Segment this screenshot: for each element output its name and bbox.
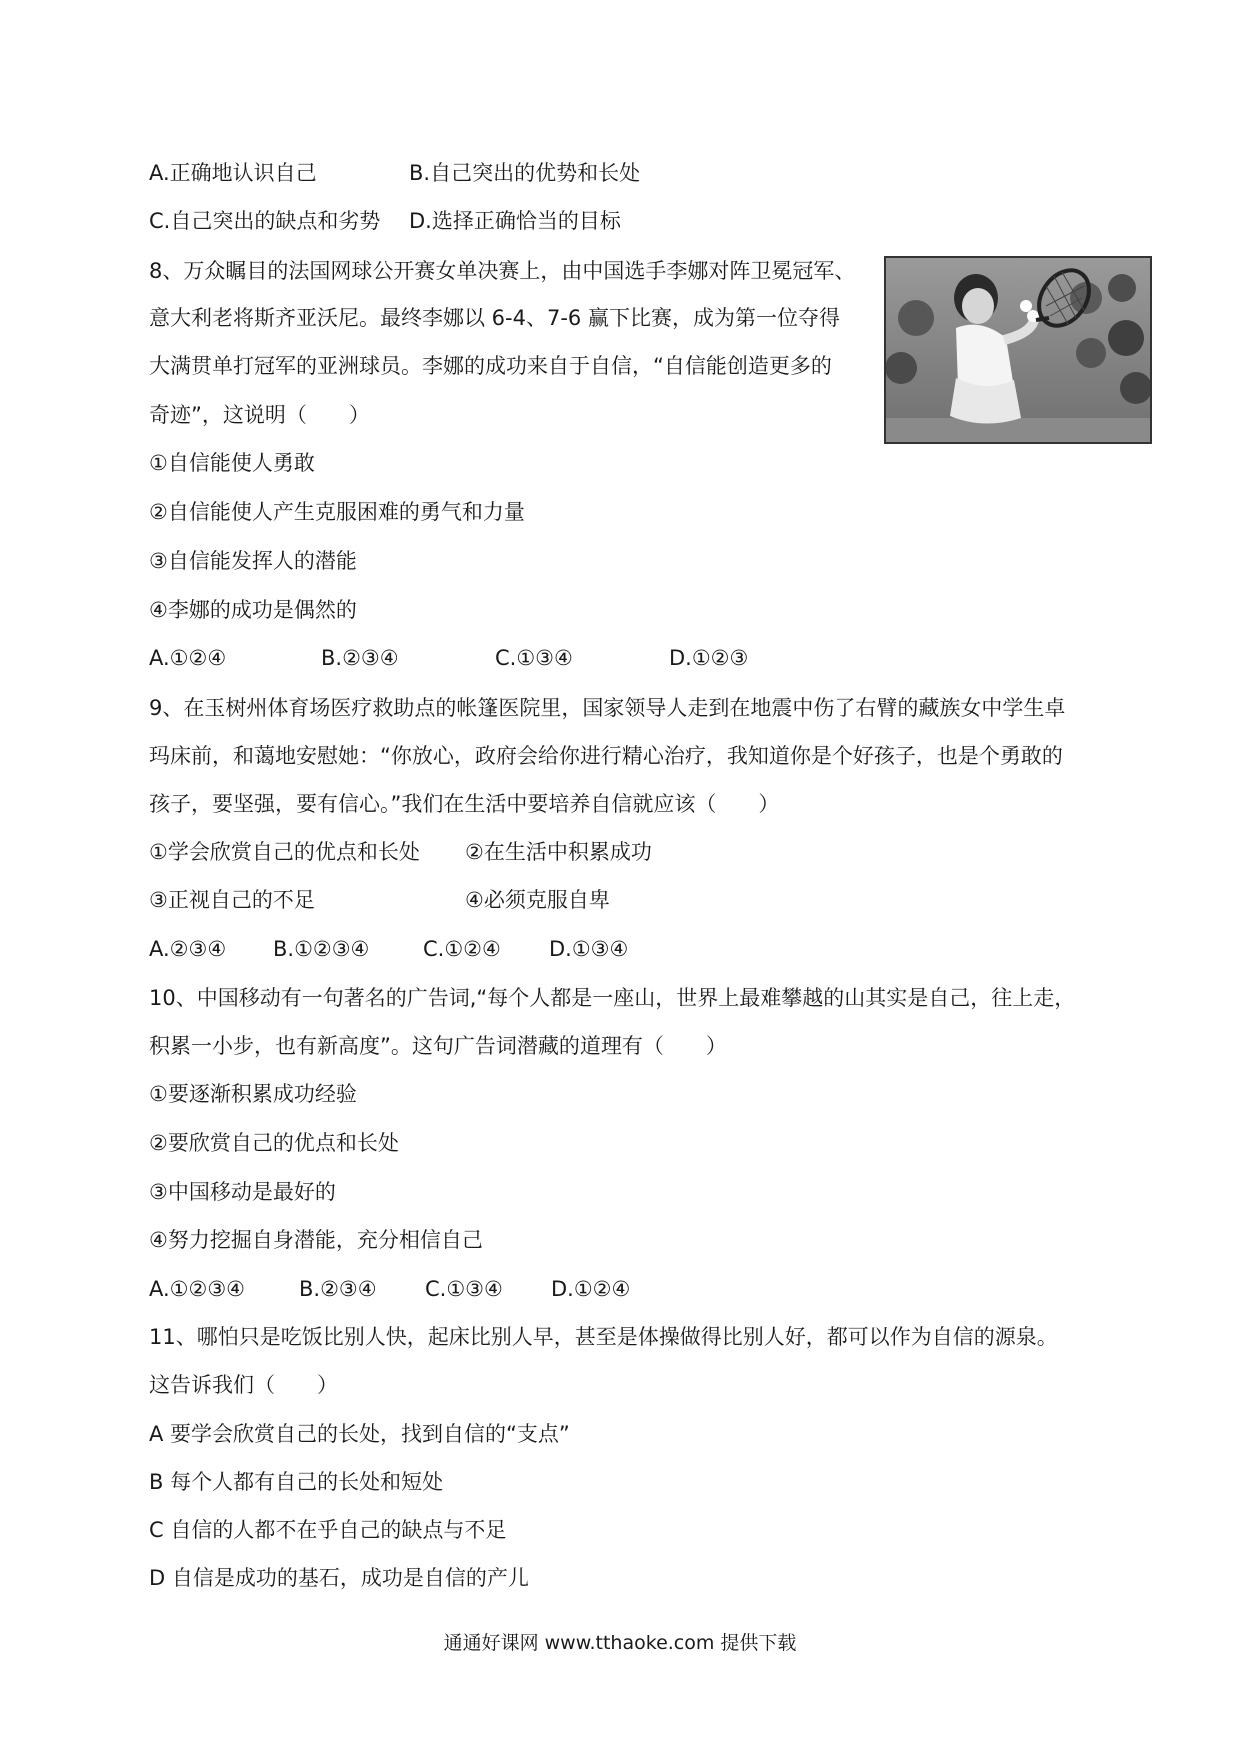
q8-option-d: D.①②③ bbox=[669, 646, 749, 670]
q10-option-c: C.①③④ bbox=[425, 1277, 503, 1301]
q9-item-4: ④必须克服自卑 bbox=[465, 888, 610, 912]
q9-option-c: C.①②④ bbox=[423, 937, 501, 961]
q10-item: ①要逐渐积累成功经验 bbox=[149, 1082, 357, 1106]
q8-options bbox=[149, 643, 748, 673]
q9-option-a: A.②③④ bbox=[149, 937, 227, 961]
q8-item: ③自信能发挥人的潜能 bbox=[149, 549, 357, 573]
q9-option-d: D.①③④ bbox=[549, 937, 629, 961]
q8-item: ②自信能使人产生克服困难的勇气和力量 bbox=[149, 500, 525, 524]
q10-item: ③中国移动是最好的 bbox=[149, 1180, 336, 1204]
q8-stem-line: 意大利老将斯齐亚沃尼。最终李娜以 6-4、7-6 赢下比赛，成为第一位夺得 bbox=[149, 306, 840, 330]
q11-stem-line: 这告诉我们（ ） bbox=[149, 1373, 338, 1397]
q10-option-b: B.②③④ bbox=[299, 1277, 377, 1301]
q9-stem-line: 孩子，要坚强，要有信心。”我们在生活中要培养自信就应该（ ） bbox=[149, 792, 780, 816]
q9-item-1: ①学会欣赏自己的优点和长处 bbox=[149, 840, 420, 864]
q11-option-d: D 自信是成功的基石，成功是自信的产儿 bbox=[149, 1566, 529, 1590]
tennis-player-photo bbox=[884, 256, 1152, 444]
q10-stem-line: 积累一小步，也有新高度”。这句广告词潜藏的道理有（ ） bbox=[149, 1034, 727, 1058]
q10-item: ④努力挖掘自身潜能，充分相信自己 bbox=[149, 1228, 483, 1252]
q9-stem-line: 9、在玉树州体育场医疗救助点的帐篷医院里，国家领导人走到在地震中伤了右臂的藏族女中学生卓 bbox=[149, 696, 1066, 720]
tennis-player-illustration bbox=[886, 258, 1150, 442]
q11-option-b: B 每个人都有自己的长处和短处 bbox=[149, 1470, 444, 1494]
q8-option-b: B.②③④ bbox=[321, 646, 399, 670]
q9-stem-line: 玛床前，和蔼地安慰她：“你放心，政府会给你进行精心治疗，我知道你是个好孩子，也是个勇敢的 bbox=[149, 744, 1063, 768]
q8-item: ④李娜的成功是偶然的 bbox=[149, 598, 357, 622]
q8-option-a: A.①②④ bbox=[149, 646, 227, 670]
q7-option-b: B.自己突出的优势和长处 bbox=[409, 161, 641, 185]
q8-stem-line: 大满贯单打冠军的亚洲球员。李娜的成功来自于自信，“自信能创造更多的 bbox=[149, 354, 832, 378]
q7-option-c: C.自己突出的缺点和劣势 bbox=[149, 209, 381, 233]
q10-options bbox=[149, 1274, 630, 1304]
q8-stem-line: 8、万众瞩目的法国网球公开赛女单决赛上，由中国选手李娜对阵卫冕冠军、 bbox=[149, 259, 856, 283]
q11-stem-line: 11、哪怕只是吃饭比别人快，起床比别人早，甚至是体操做得比别人好，都可以作为自信的源泉。 bbox=[149, 1325, 1058, 1349]
q7-option-a: A.正确地认识自己 bbox=[149, 161, 317, 185]
q9-items-row1 bbox=[149, 837, 652, 867]
q7-options-row1 bbox=[149, 158, 640, 188]
q10-item: ②要欣赏自己的优点和长处 bbox=[149, 1131, 399, 1155]
q8-item: ①自信能使人勇敢 bbox=[149, 451, 315, 475]
q9-items-row2 bbox=[149, 885, 610, 915]
q10-stem-line: 10、中国移动有一句著名的广告词,“每个人都是一座山，世界上最难攀越的山其实是自己，往上走， bbox=[149, 986, 1076, 1010]
q10-option-a: A.①②③④ bbox=[149, 1277, 245, 1301]
q10-option-d: D.①②④ bbox=[551, 1277, 631, 1301]
q7-option-d: D.选择正确恰当的目标 bbox=[409, 209, 621, 233]
q7-options-row2 bbox=[149, 206, 621, 236]
q9-options bbox=[149, 934, 628, 964]
q8-option-c: C.①③④ bbox=[495, 646, 573, 670]
q11-option-a: A 要学会欣赏自己的长处，找到自信的“支点” bbox=[149, 1422, 570, 1446]
q9-item-2: ②在生活中积累成功 bbox=[465, 840, 652, 864]
page-footer: 通通好课网 www.tthaoke.com 提供下载 bbox=[443, 1632, 797, 1654]
q9-item-3: ③正视自己的不足 bbox=[149, 888, 315, 912]
q9-option-b: B.①②③④ bbox=[273, 937, 370, 961]
q8-stem-line: 奇迹”，这说明（ ） bbox=[149, 403, 370, 427]
q11-option-c: C 自信的人都不在乎自己的缺点与不足 bbox=[149, 1518, 507, 1542]
